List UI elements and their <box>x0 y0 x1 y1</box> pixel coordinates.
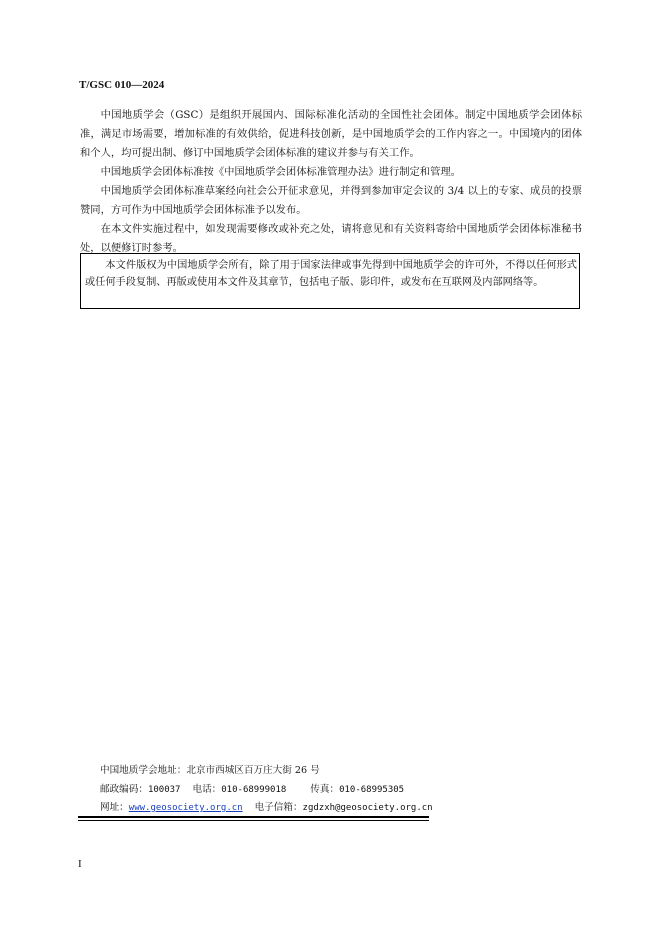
copyright-notice-box <box>80 253 580 309</box>
phone-label: 电话： <box>192 783 222 795</box>
page-number: I <box>78 858 82 870</box>
intro-paragraph-1: 中国地质学会（GSC）是组织开展国内、国际标准化活动的全国性社会团体。制定中国地质学会团体标准，满足市场需要，增加标准的有效供给，促进科技创新，是中国地质学会的工作内容之一。中国境内的团体和个人，均可提出制、修订中国地质学会团体标准的建议并参与有关工作。 <box>80 109 582 159</box>
intro-paragraph-3: 中国地质学会团体标准草案经向社会公开征求意见，并得到参加审定会议的 3/4 以上的专家、成员的投票赞同，方可作为中国地质学会团体标准予以发布。 <box>80 185 582 216</box>
copyright-notice-text: 本文件版权为中国地质学会所有，除了用于国家法律或事先得到中国地质学会的许可外，不得以任何形式或任何手段复制、再版或使用本文件及其章节，包括电子版、影印件，或发布在互联网及内部网络等。 <box>85 260 577 288</box>
postcode-label: 邮政编码： <box>100 783 148 795</box>
fax-value: 010-68995305 <box>339 784 405 795</box>
website-label: 网址： <box>100 802 129 813</box>
email-label: 电子信箱： <box>254 802 303 813</box>
document-code: T/GSC 010—2024 <box>79 79 165 91</box>
contact-info <box>100 762 433 818</box>
website-link[interactable]: www.geosociety.org.cn <box>128 803 243 813</box>
intro-paragraph-2: 中国地质学会团体标准按《中国地质学会团体标准管理办法》进行制定和管理。 <box>100 166 461 178</box>
address-label: 中国地质学会地址： <box>100 765 187 776</box>
phone-value: 010-68999018 <box>221 784 287 795</box>
email-value: zgdzxh@geosociety.org.cn <box>302 803 433 813</box>
footer-divider-thin <box>78 820 429 821</box>
fax-label: 传真： <box>310 783 340 795</box>
footer-divider-thick <box>78 816 429 818</box>
postcode-value: 100037 <box>147 784 181 795</box>
address-value: 北京市西城区百万庄大街 26 号 <box>186 765 320 776</box>
web-email-row <box>100 799 433 818</box>
postcode-phone-fax-row <box>100 781 433 800</box>
intro-paragraph-4: 在本文件实施过程中，如发现需要修改或补充之处，请将意见和有关资料寄给中国地质学会团体标准秘书处，以便修订时参考。 <box>80 223 582 254</box>
intro-section <box>80 106 582 258</box>
address-row <box>100 762 433 781</box>
